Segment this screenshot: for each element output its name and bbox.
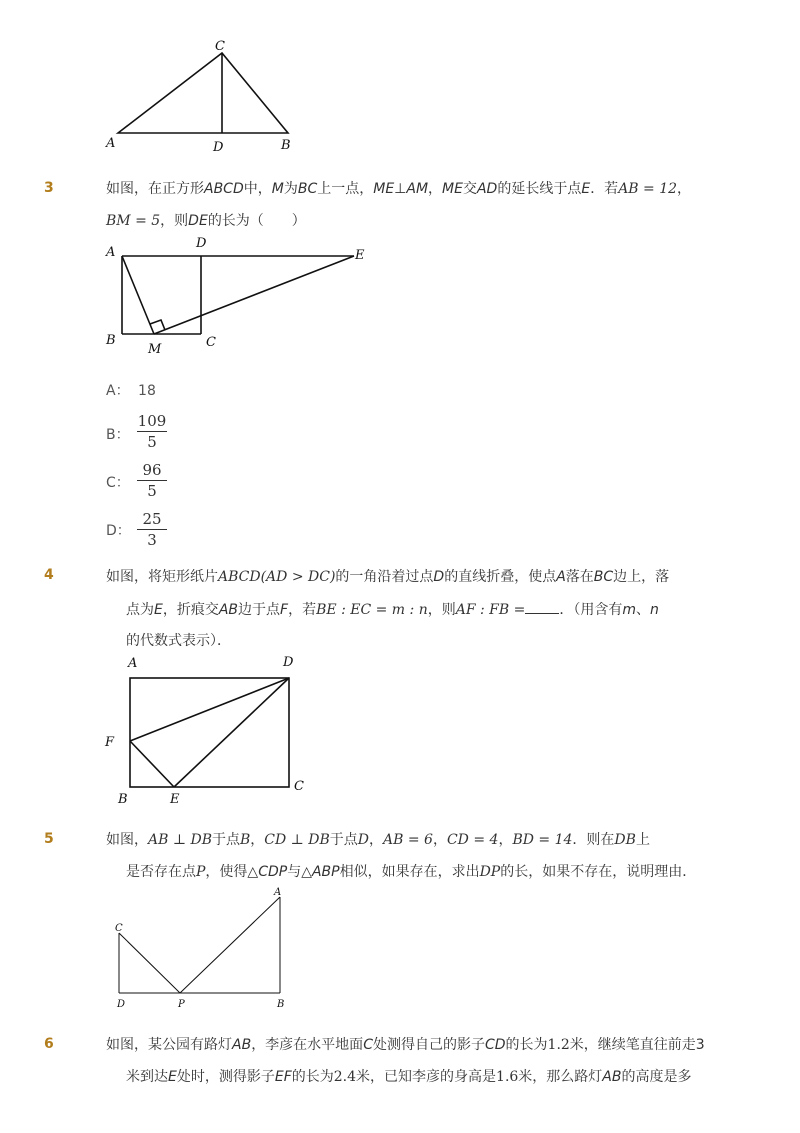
label-a: A — [106, 245, 116, 260]
option-b-letter[interactable]: B： — [106, 427, 130, 443]
label-f: F — [105, 735, 115, 750]
option-d-fraction: 25 3 — [137, 510, 167, 549]
segment-cp — [119, 933, 180, 993]
segment-pa — [180, 897, 280, 993]
label-p: P — [178, 999, 185, 1010]
label-c: C — [294, 779, 304, 794]
label-d: D — [283, 655, 294, 670]
triangle-abc — [118, 53, 288, 133]
question-number-6: 6 — [44, 1036, 54, 1052]
rectangle-abcd — [130, 678, 289, 787]
question-4-line-1: 如图，将矩形纸片ABCD(AD > DC)的一角沿着过点D的直线折叠，使点A落在BC边上，落 — [106, 569, 670, 585]
label-b: B — [277, 999, 285, 1010]
rectangle-fold-figure — [100, 652, 310, 812]
label-a: A — [128, 656, 138, 671]
question-4-line-3: 的代数式表示）． — [126, 633, 231, 649]
option-c-letter[interactable]: C： — [106, 475, 130, 491]
question-number-3: 3 — [44, 180, 54, 196]
label-c: C — [215, 39, 225, 54]
option-d-letter[interactable]: D： — [106, 523, 131, 539]
segment-ed — [174, 678, 289, 787]
label-e: E — [355, 248, 365, 263]
label-b: B — [106, 333, 116, 348]
similar-triangles-figure — [100, 883, 300, 1013]
label-a: A — [106, 136, 116, 151]
square-figure — [100, 232, 375, 357]
question-5-line-2: 是否存在点P，使得△CDP与△ABP相似，如果存在，求出DP的长，如果不存在，说明理由． — [126, 864, 697, 880]
segment-fd — [130, 678, 289, 741]
segment-me — [154, 256, 354, 334]
option-a-letter: A： — [106, 383, 130, 399]
question-3-line-1: 如图，在正方形ABCD中，M为BC上一点，ME⊥AM，ME交AD的延长线于点E．若AB = 12， — [106, 181, 692, 197]
option-b-fraction: 109 5 — [137, 412, 167, 451]
question-6-line-1: 如图，某公园有路灯AB，李彦在水平地面C处测得自己的影子CD的长为1.2米，继续笔直往前走3 — [106, 1037, 705, 1053]
segment-am — [122, 256, 154, 334]
label-b: B — [118, 792, 128, 807]
option-a[interactable] — [106, 380, 156, 400]
label-b: B — [281, 138, 291, 153]
answer-blank[interactable] — [525, 599, 559, 614]
question-6-line-2: 米到达E处时，测得影子EF的长为2.4米，已知李彦的身高是1.6米，那么路灯AB的高度是多 — [126, 1069, 692, 1085]
label-e: E — [170, 792, 180, 807]
label-d: D — [117, 999, 126, 1010]
label-m: M — [148, 342, 162, 357]
triangle-figure — [100, 35, 310, 160]
question-4-line-2: 点为E，折痕交AB边于点F，若BE : EC = m : n，则AF : FB = ．（用含有m、n — [126, 599, 659, 620]
label-a: A — [274, 887, 282, 898]
label-d: D — [196, 236, 207, 251]
label-c: C — [115, 923, 123, 934]
label-d: D — [213, 140, 224, 155]
question-number-5: 5 — [44, 831, 54, 847]
question-3-line-2: BM = 5，则DE的长为（ ） — [106, 213, 306, 229]
question-5-line-1: 如图，AB ⊥ DB于点B，CD ⊥ DB于点D，AB = 6，CD = 4，BD = 14．则在DB上 — [106, 832, 650, 848]
option-a-value: 18 — [138, 383, 156, 399]
segment-fe — [130, 741, 174, 787]
question-number-4: 4 — [44, 567, 54, 583]
option-c-fraction: 96 5 — [137, 461, 167, 500]
label-c: C — [206, 335, 216, 350]
